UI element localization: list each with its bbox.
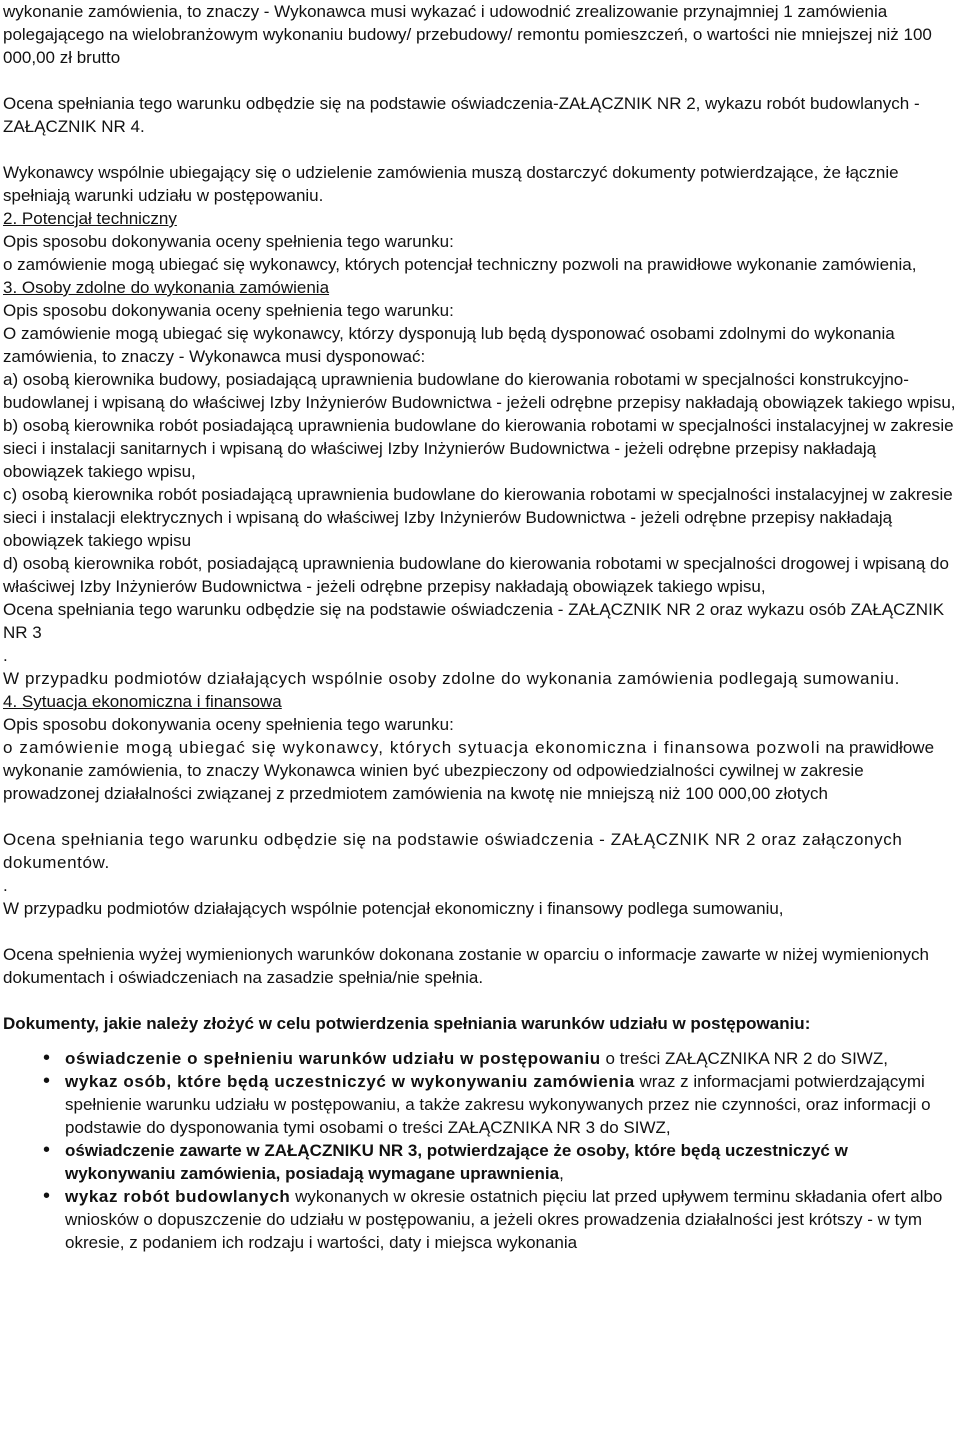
document-item-title: oświadczenie o spełnieniu warunków udziału w postępowaniu <box>65 1049 601 1068</box>
section-2-desc-label: Opis sposobu dokonywania oceny spełnienia tego warunku: <box>3 232 454 251</box>
documents-list-item <box>65 1185 956 1254</box>
section-4-text <box>3 736 956 805</box>
document-item-text: , <box>559 1164 564 1183</box>
section-3-desc-label: Opis sposobu dokonywania oceny spełnienia tego warunku: <box>3 301 454 320</box>
documents-list-item <box>65 1070 956 1139</box>
documents-heading: Dokumenty, jakie należy złożyć w celu potwierdzenia spełniania warunków udziału w postępowaniu: <box>3 1014 811 1033</box>
section-2-text: o zamówienie mogą ubiegać się wykonawcy, których potencjał techniczny pozwoli na prawidłowe wykonanie zamówienia, <box>3 255 917 274</box>
section-4-dot: . <box>3 876 8 895</box>
section-4-text-rest: na prawidłowe wykonanie zamówienia, to znaczy Wykonawca winien być ubezpieczony od odpowiedzialności cywilnej w zakresie prowadzonej działalności związanej z przedmiotem zamówienia na kwotę nie mniejszą niż 100 000,00 złotych <box>3 738 935 803</box>
document-item-text: wraz z informacjami potwierdzającymi spełnienie warunku udziału w postępowaniu, a także zakresu wykonywanych przez nie czynności, oraz informacji o podstawie do dysponowania tymi osobami o treści ZAŁĄCZNIKA NR 3 do SIWZ, <box>65 1072 931 1137</box>
documents-list-item <box>65 1139 956 1185</box>
section-3-text: O zamówienie mogą ubiegać się wykonawcy, którzy dysponują lub będą dysponować osobami zdolnymi do wykonania zamówienia, to znaczy - Wykonawca musi dysponować: <box>3 324 895 366</box>
section-4-heading: 4. Sytuacja ekonomiczna i finansowa <box>3 692 282 711</box>
section-3-item-c: c) osobą kierownika robót posiadającą uprawnienia budowlane do kierowania robotami w specjalności instalacyjnej w zakresie sieci i instalacji elektrycznych i wpisaną do właściwej Izby Inżynierów Budownictwa - jeżeli odrębne przepisy nakładają obowiązek takiego wpisu <box>3 485 953 550</box>
documents-list-item <box>65 1047 956 1070</box>
document-item-title: wykaz osób, które będą uczestniczyć w wykonywaniu zamówienia <box>65 1072 635 1091</box>
document-item-text: o treści ZAŁĄCZNIKA NR 2 do SIWZ, <box>600 1049 888 1068</box>
section-2-heading: 2. Potencjał techniczny <box>3 209 177 228</box>
documents-list <box>3 1047 956 1254</box>
section-3-joint-note: W przypadku podmiotów działających wspólnie osoby zdolne do wykonania zamówienia podlegają sumowaniu. <box>3 669 900 688</box>
document-item-title: wykaz robót budowlanych <box>65 1187 291 1206</box>
intro-assessment: Ocena spełniania tego warunku odbędzie się na podstawie oświadczenia-ZAŁĄCZNIK NR 2, wykazu robót budowlanych -ZAŁĄCZNIK NR 4. <box>3 94 920 136</box>
section-3-item-b: b) osobą kierownika robót posiadającą uprawnienia budowlane do kierowania robotami w specjalności instalacyjnej w zakresie sieci i instalacji sanitarnych i wpisaną do właściwej Izby Inżynierów Budownictwa - jeżeli odrębne przepisy nakładają obowiązek takiego wpisu, <box>3 416 954 481</box>
section-3-item-d: d) osobą kierownika robót, posiadającą uprawnienia budowlane do kierowania robotami w specjalności drogowej i wpisaną do właściwej Izby Inżynierów Budownictwa - jeżeli odrębne przepisy nakładają obowiązek takiego wpisu, <box>3 554 949 596</box>
intro-joint-note: Wykonawcy wspólnie ubiegający się o udzielenie zamówienia muszą dostarczyć dokumenty potwierdzające, że łącznie spełniają warunki udziału w postępowaniu. <box>3 163 899 205</box>
section-3-dot: . <box>3 646 8 665</box>
summary-paragraph: Ocena spełnienia wyżej wymienionych warunków dokonana zostanie w oparciu o informacje zawarte w niżej wymienionych dokumentach i oświadczeniach na zasadzie spełnia/nie spełnia. <box>3 945 930 987</box>
section-3-assessment: Ocena spełniania tego warunku odbędzie się na podstawie oświadczenia - ZAŁĄCZNIK NR 2 oraz wykazu osób ZAŁĄCZNIK NR 3 <box>3 600 945 642</box>
section-3-item-a: a) osobą kierownika budowy, posiadającą uprawnienia budowlane do kierowania robotami w specjalności konstrukcyjno-budowlanej i wpisaną do właściwej Izby Inżynierów Budownictwa - jeżeli odrębne przepisy nakładają obowiązek takiego wpisu, <box>3 370 956 412</box>
section-4-assessment: Ocena spełniania tego warunku odbędzie się na podstawie oświadczenia - ZAŁĄCZNIK NR 2 oraz załączonych dokumentów. <box>3 830 903 872</box>
section-4-desc-label: Opis sposobu dokonywania oceny spełnienia tego warunku: <box>3 715 454 734</box>
section-4-joint-note: W przypadku podmiotów działających wspólnie potencjał ekonomiczny i finansowy podlega sumowaniu, <box>3 899 784 918</box>
section-4-text-spaced: o zamówienie mogą ubiegać się wykonawcy, których sytuacja ekonomiczna i finansowa pozwoli <box>3 738 821 757</box>
section-3-heading: 3. Osoby zdolne do wykonania zamówienia <box>3 278 330 297</box>
intro-paragraph: wykonanie zamówienia, to znaczy - Wykonawca musi wykazać i udowodnić zrealizowanie przynajmniej 1 zamówienia polegającego na wielobranżowym wykonaniu budowy/ przebudowy/ remontu pomieszczeń, o wartości nie mniejszej niż 100 000,00 zł brutto <box>3 2 932 67</box>
document-item-text: wykonanych w okresie ostatnich pięciu lat przed upływem terminu składania ofert albo wniosków o dopuszczenie do udziału w postępowaniu, a jeżeli okres prowadzenia działalności jest krótszy - w tym okresie, z podaniem ich rodzaju i wartości, daty i miejsca wykonania <box>65 1187 943 1252</box>
document-item-title: oświadczenie zawarte w ZAŁĄCZNIKU NR 3, potwierdzające że osoby, które będą uczestniczyć w wykonywaniu zamówienia, posiadają wymagane uprawnienia <box>65 1141 848 1183</box>
